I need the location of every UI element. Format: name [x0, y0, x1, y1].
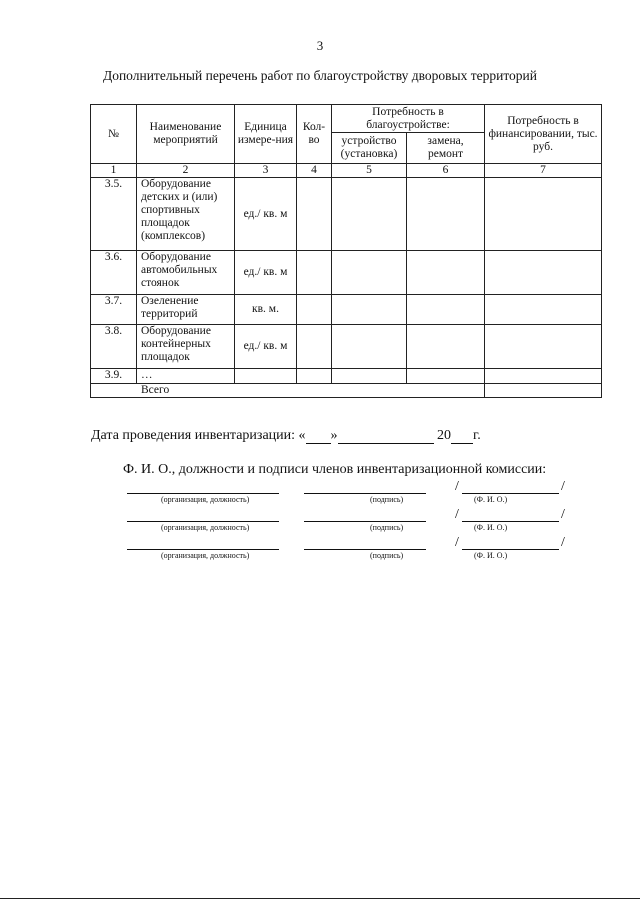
signature-row [0, 507, 640, 540]
org-position-line[interactable] [127, 520, 279, 522]
cell-qty [297, 251, 332, 295]
signature-line[interactable] [304, 548, 426, 550]
fio-slash-left: / [455, 507, 459, 522]
cell-replace [407, 325, 485, 369]
document-title: Дополнительный перечень работ по благоустройству дворовых территорий [102, 68, 537, 83]
cell-qty [297, 178, 332, 251]
org-position-caption: (организация, должность) [161, 551, 250, 560]
cell-replace [407, 251, 485, 295]
signature-line[interactable] [304, 520, 426, 522]
header-qty: Кол-во [297, 105, 332, 164]
header-finance: Потребность в финансировании, тыс. руб. [485, 105, 602, 164]
header-name: Наименование мероприятий [137, 105, 235, 164]
org-position-caption: (организация, должность) [161, 495, 250, 504]
table-row [91, 178, 602, 251]
signature-row [0, 479, 640, 512]
cell-name: Оборудование автомобильных стоянок [137, 251, 235, 295]
signature-caption: (подпись) [370, 495, 404, 504]
cell-finance [485, 295, 602, 325]
fio-slash-right: / [561, 535, 565, 550]
cell-unit [235, 369, 297, 384]
commission-title: Ф. И. О., должности и подписи членов инвентаризационной комиссии: [123, 462, 547, 477]
cell-unit: ед./ кв. м [235, 178, 297, 251]
header-replace: замена, ремонт [407, 133, 485, 164]
fio-slash-right: / [561, 479, 565, 494]
cell-finance [485, 251, 602, 295]
cell-unit: ед./ кв. м [235, 325, 297, 369]
cell-name: Оборудование контейнерных площадок [137, 325, 235, 369]
month-blank[interactable] [338, 429, 434, 444]
close-quote: » [330, 428, 338, 443]
cell-replace [407, 178, 485, 251]
signature-line[interactable] [304, 492, 426, 494]
table-row [91, 295, 602, 325]
cell-finance [485, 369, 602, 384]
year-suffix: г. [473, 428, 481, 443]
header-need-group: Потребность в благоустройстве: [332, 105, 485, 133]
cell-qty [297, 325, 332, 369]
org-position-line[interactable] [127, 548, 279, 550]
header-num: № [91, 105, 137, 164]
cell-finance [485, 325, 602, 369]
cell-replace [407, 369, 485, 384]
fio-slash-right: / [561, 507, 565, 522]
org-position-caption: (организация, должность) [161, 523, 250, 532]
cell-install [332, 369, 407, 384]
cell-install [332, 178, 407, 251]
total-label: Всего [91, 384, 485, 398]
cell-num: 3.5. [91, 178, 137, 251]
cell-num: 3.6. [91, 251, 137, 295]
col-number: 6 [407, 164, 485, 178]
col-number: 1 [91, 164, 137, 178]
fio-line[interactable] [462, 492, 559, 494]
table-row [91, 369, 602, 384]
page-number: 3 [316, 38, 324, 53]
cell-install [332, 251, 407, 295]
signature-row [0, 535, 640, 568]
cell-num: 3.8. [91, 325, 137, 369]
table-row [91, 325, 602, 369]
fio-slash-left: / [455, 535, 459, 550]
col-number: 3 [235, 164, 297, 178]
cell-name: Оборудование детских и (или) спортивных площадок (комплексов) [137, 178, 235, 251]
col-number: 7 [485, 164, 602, 178]
inventory-date-label: Дата проведения инвентаризации: « [91, 428, 306, 443]
fio-caption: (Ф. И. О.) [474, 523, 508, 532]
cell-unit: ед./ кв. м [235, 251, 297, 295]
cell-qty [297, 369, 332, 384]
cell-num: 3.7. [91, 295, 137, 325]
cell-unit: кв. м. [235, 295, 297, 325]
inventory-date-line [91, 428, 481, 444]
fio-slash-left: / [455, 479, 459, 494]
header-unit: Единица измере-ния [235, 105, 297, 164]
col-number: 5 [332, 164, 407, 178]
fio-caption: (Ф. И. О.) [474, 495, 508, 504]
cell-install [332, 295, 407, 325]
cell-name: Озеленение территорий [137, 295, 235, 325]
cell-replace [407, 295, 485, 325]
col-number: 2 [137, 164, 235, 178]
total-value [485, 384, 602, 398]
signature-caption: (подпись) [370, 523, 404, 532]
fio-caption: (Ф. И. О.) [474, 551, 508, 560]
signature-caption: (подпись) [370, 551, 404, 560]
fio-line[interactable] [462, 548, 559, 550]
works-table [90, 104, 602, 398]
fio-line[interactable] [462, 520, 559, 522]
page-bottom-rule [0, 898, 640, 899]
cell-finance [485, 178, 602, 251]
year-blank[interactable] [451, 429, 473, 444]
day-blank[interactable] [306, 429, 331, 444]
cell-install [332, 325, 407, 369]
header-install: устройство (установка) [332, 133, 407, 164]
cell-qty [297, 295, 332, 325]
year-prefix: 20 [437, 428, 452, 443]
col-number: 4 [297, 164, 332, 178]
cell-name: … [137, 369, 235, 384]
org-position-line[interactable] [127, 492, 279, 494]
column-numbers-row [91, 164, 602, 178]
cell-num: 3.9. [91, 369, 137, 384]
total-row [91, 384, 602, 398]
table-row [91, 251, 602, 295]
